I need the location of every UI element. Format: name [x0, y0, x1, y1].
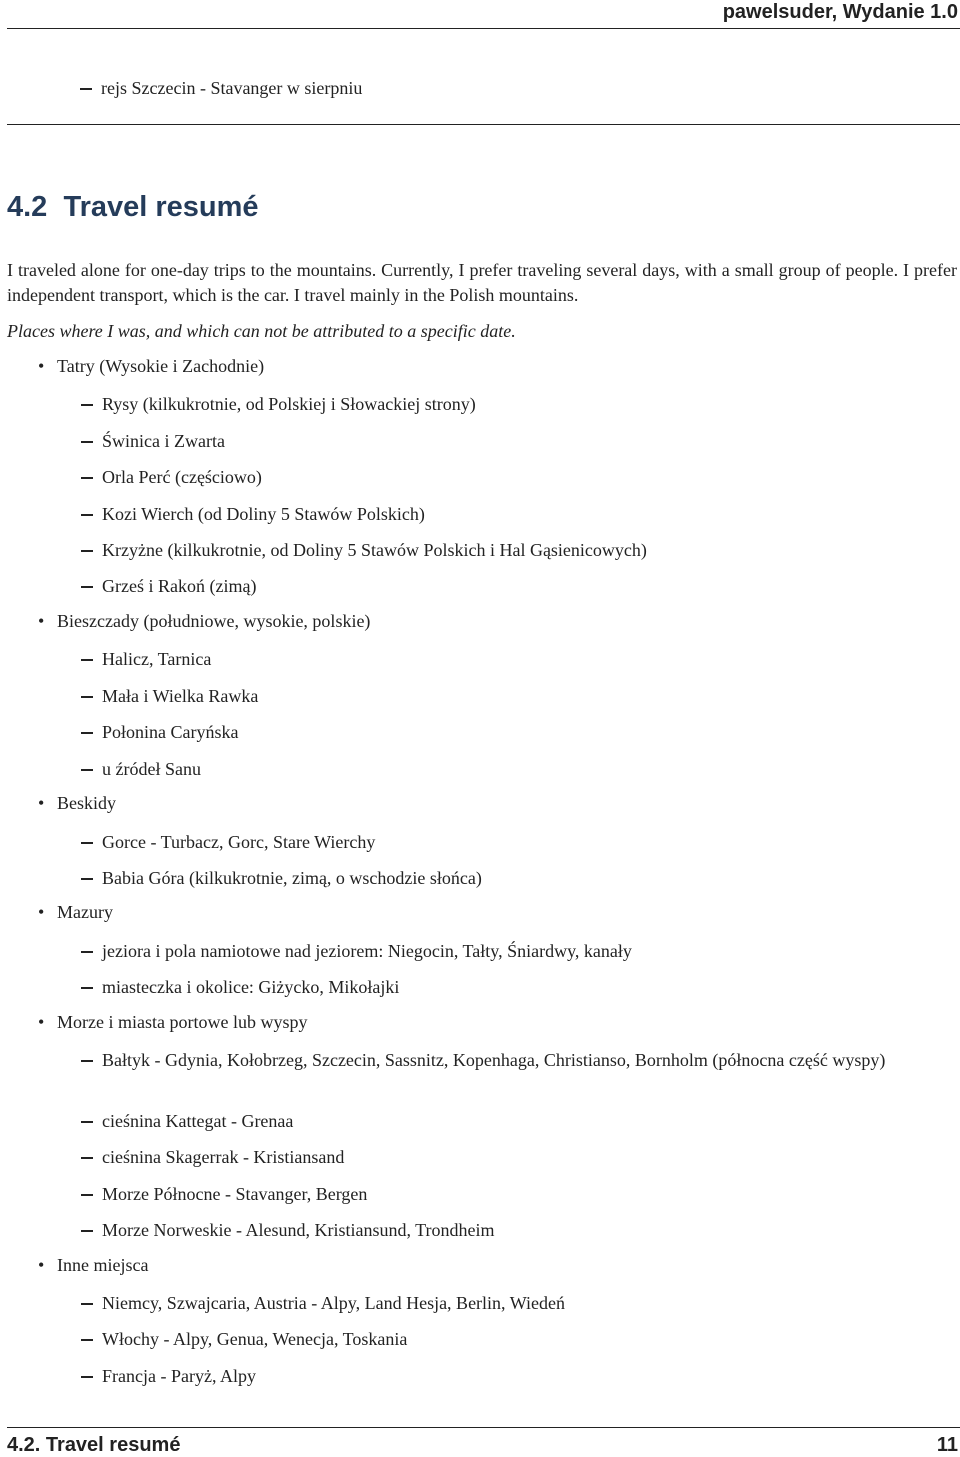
sub-list-item	[81, 465, 957, 489]
sub-list-item-text: Połonina Caryńska	[102, 722, 239, 742]
dash-marker	[81, 878, 93, 880]
sub-list-item-text: Orla Perć (częściowo)	[102, 467, 262, 487]
dash-marker	[81, 404, 93, 406]
dash-marker	[81, 696, 93, 698]
sub-list-item-text: Włochy - Alpy, Genua, Wenecja, Toskania	[102, 1329, 408, 1349]
sub-list-item-text: Kozi Wierch (od Doliny 5 Stawów Polskich)	[102, 504, 425, 524]
sub-list-item	[81, 1048, 957, 1072]
top-list-item-text: rejs Szczecin - Stavanger w sierpniu	[101, 78, 363, 98]
dash-marker	[81, 1194, 93, 1196]
dash-marker	[80, 88, 92, 90]
sub-list-item	[81, 392, 957, 416]
dash-marker	[81, 1121, 93, 1123]
sub-list-item-text: Mała i Wielka Rawka	[102, 686, 259, 706]
dash-marker	[81, 441, 93, 443]
bullet-marker: •	[38, 902, 45, 922]
sub-list-item	[81, 647, 957, 671]
sub-list-item	[81, 975, 957, 999]
bullet-item-text: Morze i miasta portowe lub wyspy	[57, 1012, 308, 1032]
top-list-item	[80, 78, 362, 99]
dash-marker	[81, 842, 93, 844]
footer-section-label: 4.2. Travel resumé	[7, 1434, 181, 1456]
sub-list-item	[81, 866, 957, 890]
sub-list-item-text: miasteczka i okolice: Giżycko, Mikołajki	[102, 977, 400, 997]
sub-list-item-text: u źródeł Sanu	[102, 759, 201, 779]
dash-marker	[81, 769, 93, 771]
sub-list-item	[81, 1109, 957, 1133]
sub-list-item	[81, 1327, 957, 1351]
sub-list-item	[81, 720, 957, 744]
sub-list-item	[81, 757, 957, 781]
dash-marker	[81, 1157, 93, 1159]
dash-marker	[81, 1376, 93, 1378]
sub-list-item	[81, 684, 957, 708]
sub-list-item-text: Morze Norweskie - Alesund, Kristiansund, Trondheim	[102, 1220, 495, 1240]
sub-list-item	[81, 502, 957, 526]
dash-marker	[81, 951, 93, 953]
sub-list-item	[81, 830, 957, 854]
sub-list-item-text: Krzyżne (kilkukrotnie, od Doliny 5 Stawów Polskich i Hal Gąsienicowych)	[102, 540, 647, 560]
bullet-item	[38, 1012, 307, 1033]
sub-list-item-text: jeziora i pola namiotowe nad jeziorem: Niegocin, Tałty, Śniardwy, kanały	[102, 941, 632, 961]
sub-list-item-text: Świnica i Zwarta	[102, 431, 225, 451]
sub-list-item	[81, 939, 957, 963]
bullet-marker: •	[38, 1255, 45, 1275]
footer-divider	[7, 1427, 960, 1428]
dash-marker	[81, 1230, 93, 1232]
bullet-marker: •	[38, 1012, 45, 1032]
sub-list-item	[81, 1218, 957, 1242]
bullet-item	[38, 1255, 148, 1276]
page-header	[0, 0, 960, 27]
bullet-item	[38, 902, 113, 923]
dash-marker	[81, 550, 93, 552]
sub-list-item-text: Babia Góra (kilkukrotnie, zimą, o wschodzie słońca)	[102, 868, 482, 888]
page-number: 11	[936, 1434, 958, 1456]
dash-marker	[81, 659, 93, 661]
dash-marker	[81, 586, 93, 588]
bullet-item-text: Bieszczady (południowe, wysokie, polskie)	[57, 611, 371, 631]
bullet-marker: •	[38, 611, 45, 631]
bullet-item-text: Tatry (Wysokie i Zachodnie)	[57, 356, 265, 376]
sub-list-item-text: cieśnina Kattegat - Grenaa	[102, 1111, 294, 1131]
dash-marker	[81, 732, 93, 734]
bullet-marker: •	[38, 793, 45, 813]
sub-list-item	[81, 574, 957, 598]
sub-list-item	[81, 1182, 957, 1206]
running-title: pawelsuder, Wydanie 1.0	[722, 1, 958, 23]
dash-marker	[81, 1303, 93, 1305]
sub-list-item-text: Francja - Paryż, Alpy	[102, 1366, 256, 1386]
sub-list-item-text: Gorce - Turbacz, Gorc, Stare Wierchy	[102, 832, 376, 852]
bullet-item-text: Beskidy	[57, 793, 117, 813]
header-divider	[7, 28, 960, 29]
sub-list-item	[81, 429, 957, 453]
bullet-item-text: Mazury	[57, 902, 113, 922]
sub-list-item-text: cieśnina Skagerrak - Kristiansand	[102, 1147, 345, 1167]
bullet-item-text: Inne miejsca	[57, 1255, 149, 1275]
bullet-item	[38, 356, 264, 377]
section-divider	[7, 124, 960, 125]
intro-paragraph: I traveled alone for one-day trips to the mountains. Currently, I prefer traveling several days, with a small group of people. I prefer independent transport, which is the car. I travel mainly in the Polish mountains.	[7, 260, 957, 305]
sub-list-item-text: Niemcy, Szwajcaria, Austria - Alpy, Land Hesja, Berlin, Wiedeń	[102, 1293, 565, 1313]
dash-marker	[81, 987, 93, 989]
sub-list-item	[81, 1364, 957, 1388]
sub-list-item	[81, 1291, 957, 1315]
section-heading	[7, 191, 259, 224]
sub-list-item-text: Bałtyk - Gdynia, Kołobrzeg, Szczecin, Sassnitz, Kopenhaga, Christianso, Bornholm (północna część wyspy)	[102, 1050, 886, 1070]
sub-list-item-text: Morze Północne - Stavanger, Bergen	[102, 1184, 368, 1204]
sub-list-item	[81, 1145, 957, 1169]
bullet-item	[38, 611, 370, 632]
dash-marker	[81, 1060, 93, 1062]
section-title-text: Travel resumé	[63, 191, 259, 223]
note-paragraph: Places where I was, and which can not be attributed to a specific date.	[7, 321, 516, 341]
sub-list-item-text: Halicz, Tarnica	[102, 649, 212, 669]
section-number: 4.2	[7, 191, 48, 223]
dash-marker	[81, 477, 93, 479]
sub-list-item-text: Rysy (kilkukrotnie, od Polskiej i Słowackiej strony)	[102, 394, 476, 414]
dash-marker	[81, 1339, 93, 1341]
bullet-item	[38, 793, 116, 814]
bullet-marker: •	[38, 356, 45, 376]
sub-list-item	[81, 538, 957, 562]
dash-marker	[81, 514, 93, 516]
sub-list-item-text: Grześ i Rakoń (zimą)	[102, 576, 257, 596]
